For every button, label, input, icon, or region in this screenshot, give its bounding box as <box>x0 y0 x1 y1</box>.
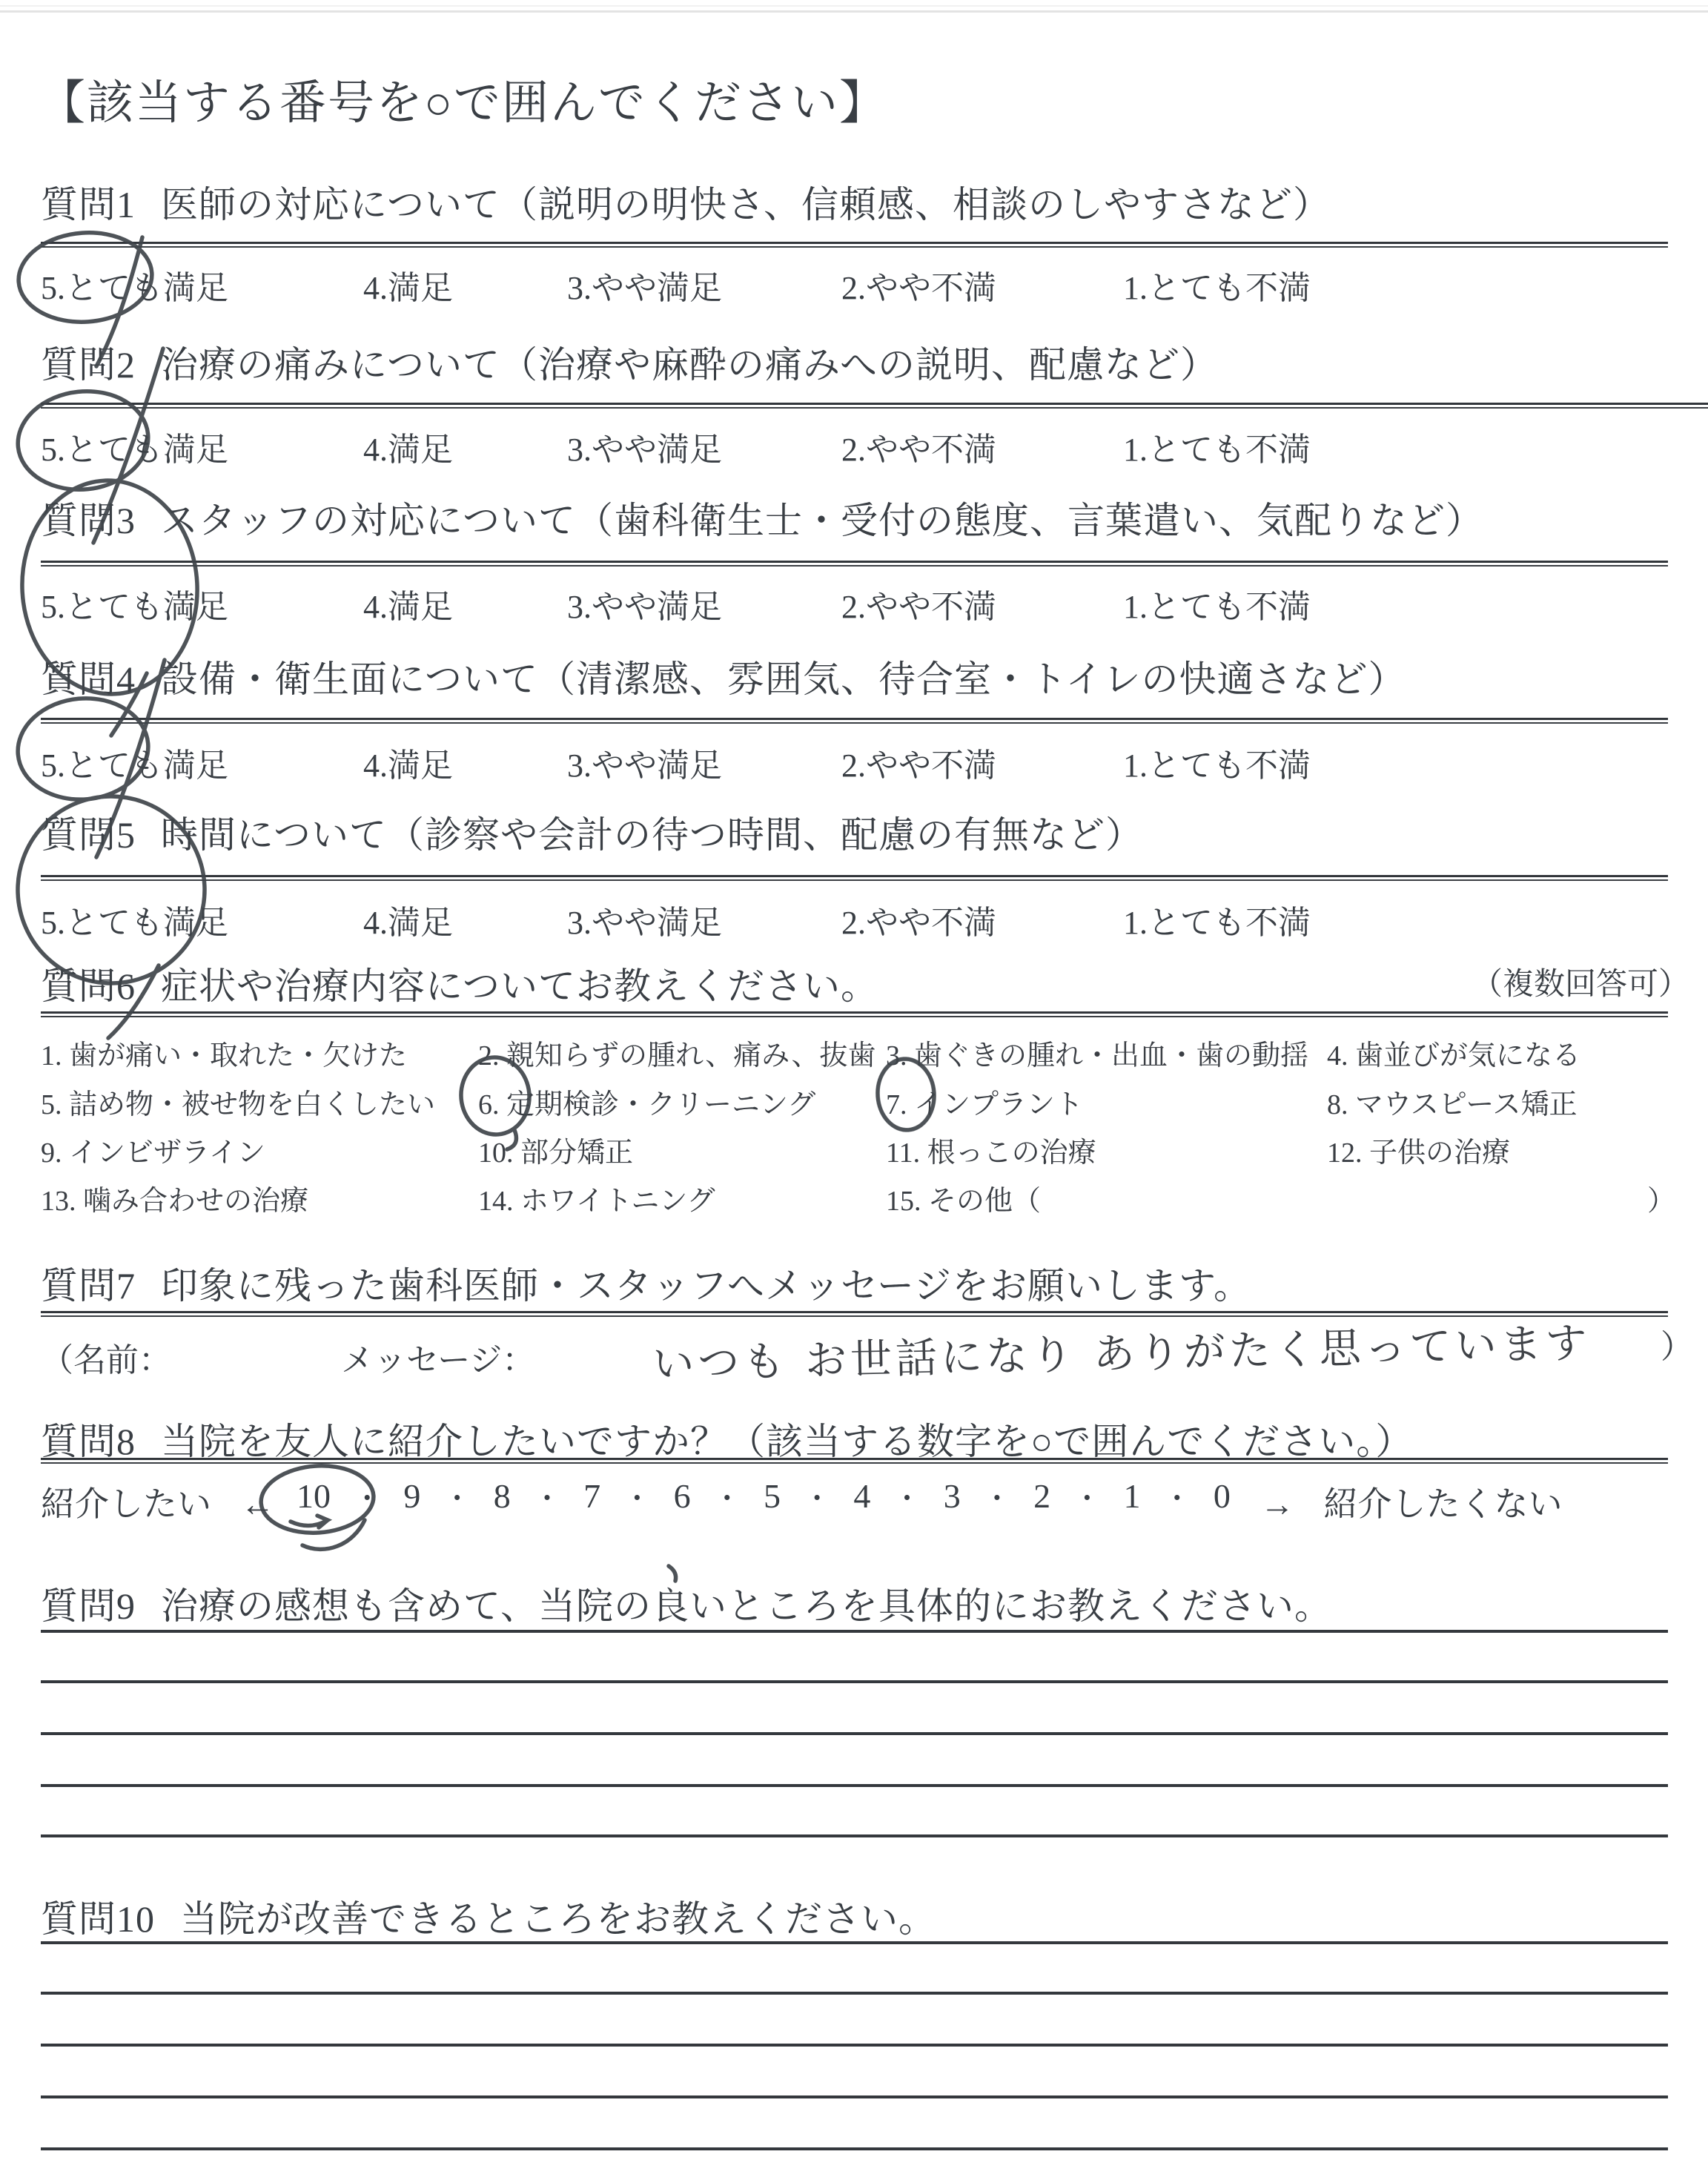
question-7-heading <box>41 1256 1251 1309</box>
q5-option-2[interactable]: 2.やや不満 <box>841 905 996 941</box>
q1-option-4[interactable]: 4.満足 <box>363 270 453 306</box>
q6-option-4[interactable]: 4. 歯並びが気になる <box>1327 1040 1581 1071</box>
q6-option-5[interactable]: 5. 詰め物・被せ物を白くしたい <box>41 1089 436 1120</box>
q6-option-2[interactable]: 2. 親知らずの腫れ、痛み、抜歯 <box>478 1040 876 1071</box>
q5-option-3[interactable]: 3.やや満足 <box>567 905 722 941</box>
q8-right-scale-label <box>1260 1477 1563 1526</box>
q8-score-3[interactable]: 3 <box>943 1477 961 1515</box>
question-7-label: 質問7 <box>41 1265 136 1307</box>
q3-option-4[interactable]: 4.満足 <box>363 589 453 625</box>
q7-handwritten-message[interactable]: いつも お世話になり ありがたく思っています <box>652 1319 1592 1389</box>
q10-answer-line[interactable] <box>41 2147 1668 2150</box>
q6-option-6[interactable]: 6. 定期検診・クリーニング <box>478 1089 816 1120</box>
question-2-label: 質問2 <box>41 344 136 386</box>
q10-answer-line[interactable] <box>41 1941 1668 1944</box>
question-6-heading <box>41 957 878 1010</box>
question-5-underline <box>41 875 1668 881</box>
q6-option-11[interactable]: 11. 根っこの治療 <box>886 1137 1096 1169</box>
question-8-text: 当院を友人に紹介したいですか？（該当する数字を○で囲んでください。） <box>161 1421 1414 1462</box>
q6-option-7[interactable]: 7. インプラント <box>886 1089 1084 1120</box>
right-arrow-icon: → <box>1260 1485 1294 1523</box>
q6-option-13[interactable]: 13. 噛み合わせの治療 <box>41 1186 309 1217</box>
q6-option-10[interactable]: 10. 部分矯正 <box>478 1137 634 1169</box>
question-4-label: 質問4 <box>41 658 136 700</box>
scale-dot: ・ <box>532 1484 561 1515</box>
q6-option-9[interactable]: 9. インビザライン <box>41 1137 265 1169</box>
question-8-underline <box>41 1458 1668 1464</box>
question-4-text: 設備・衛生面について（清潔感、雰囲気、待合室・トイレの快適さなど） <box>161 658 1406 700</box>
q8-score-8[interactable]: 8 <box>493 1477 511 1515</box>
q9-answer-line[interactable] <box>41 1784 1668 1787</box>
q6-option-3[interactable]: 3. 歯ぐきの腫れ・出血・歯の動揺 <box>886 1040 1309 1071</box>
q8-score-5[interactable]: 5 <box>763 1477 781 1515</box>
question-3-rating-row <box>41 580 1672 624</box>
q9-answer-line[interactable] <box>41 1630 1668 1633</box>
question-6-label: 質問6 <box>41 965 136 1007</box>
q5-option-4[interactable]: 4.満足 <box>363 905 453 941</box>
question-1-underline <box>41 242 1668 248</box>
q7-name-label: （名前： <box>41 1342 171 1378</box>
q1-option-5[interactable]: 5.とても満足 <box>41 270 228 306</box>
q4-option-4[interactable]: 4.満足 <box>363 747 453 784</box>
question-5-rating-row <box>41 896 1672 940</box>
question-4-rating-row <box>41 739 1672 783</box>
question-3-text: スタッフの対応について（歯科衛生士・受付の態度、言葉遣い、気配りなど） <box>161 500 1483 541</box>
q8-score-10[interactable]: 10 <box>297 1477 331 1515</box>
q4-option-5[interactable]: 5.とても満足 <box>41 747 228 784</box>
q9-answer-line[interactable] <box>41 1680 1668 1683</box>
q6-option-14[interactable]: 14. ホワイトニング <box>478 1186 715 1217</box>
scale-dot: ・ <box>712 1484 741 1515</box>
question-6-underline <box>41 1011 1668 1017</box>
q6-option-1[interactable]: 1. 歯が痛い・取れた・欠けた <box>41 1040 408 1071</box>
q3-option-1[interactable]: 1.とても不満 <box>1123 589 1311 625</box>
question-7-text: 印象に残った歯科医師・スタッフへメッセージをお願いします。 <box>161 1265 1251 1307</box>
question-3-heading <box>41 491 1483 544</box>
q8-left-scale-label <box>41 1477 275 1526</box>
q8-score-4[interactable]: 4 <box>853 1477 871 1515</box>
question-5-heading <box>41 805 1143 859</box>
q6-other-close-paren: ） <box>1647 1186 1676 1217</box>
scale-dot: ・ <box>1162 1484 1191 1515</box>
q2-option-1[interactable]: 1.とても不満 <box>1123 432 1311 468</box>
q10-answer-line[interactable] <box>41 2044 1668 2047</box>
question-1-rating-row <box>41 261 1672 305</box>
q4-option-2[interactable]: 2.やや不満 <box>841 747 996 784</box>
q3-option-5[interactable]: 5.とても満足 <box>41 589 228 625</box>
q2-option-5[interactable]: 5.とても満足 <box>41 432 228 468</box>
question-2-heading <box>41 335 1218 389</box>
q8-recommend-label: 紹介したい <box>41 1485 211 1523</box>
q2-option-4[interactable]: 4.満足 <box>363 432 453 468</box>
pen-arrow-q8 <box>291 1516 328 1527</box>
q7-close-paren: ） <box>1661 1329 1693 1365</box>
question-6-multi-answer-note: （複数回答可） <box>1472 968 1690 1002</box>
q8-score-2[interactable]: 2 <box>1033 1477 1051 1515</box>
q6-option-12[interactable]: 12. 子供の治療 <box>1327 1137 1511 1169</box>
question-2-text: 治療の痛みについて（治療や麻酔の痛みへの説明、配慮など） <box>161 344 1218 386</box>
q1-option-2[interactable]: 2.やや不満 <box>841 270 996 306</box>
q1-option-3[interactable]: 3.やや満足 <box>567 270 722 306</box>
q8-score-9[interactable]: 9 <box>403 1477 421 1515</box>
question-5-text: 時間について（診察や会計の待つ時間、配慮の有無など） <box>161 814 1143 856</box>
question-10-text: 当院が改善できるところをお教えください。 <box>180 1898 936 1940</box>
scale-dot: ・ <box>982 1484 1011 1515</box>
scan-artifact-line <box>0 5 1708 7</box>
q9-answer-line[interactable] <box>41 1834 1668 1837</box>
question-9-text: 治療の感想も含めて、当院の良いところを具体的にお教えください。 <box>161 1585 1332 1627</box>
q10-answer-line[interactable] <box>41 1992 1668 1995</box>
q8-number-scale <box>297 1476 1231 1516</box>
question-1-heading <box>41 175 1331 228</box>
question-1-label: 質問1 <box>41 184 136 225</box>
q8-not-recommend-label: 紹介したくない <box>1323 1485 1563 1523</box>
question-9-heading <box>41 1576 1332 1630</box>
page-title: 【該当する番号を○で囲んでください】 <box>39 77 888 129</box>
left-arrow-icon: ← <box>240 1485 275 1523</box>
question-3-underline <box>41 561 1668 567</box>
q10-answer-line[interactable] <box>41 2095 1668 2098</box>
q2-option-3[interactable]: 3.やや満足 <box>567 432 722 468</box>
q1-option-1[interactable]: 1.とても不満 <box>1123 270 1311 306</box>
q4-option-1[interactable]: 1.とても不満 <box>1123 747 1311 784</box>
question-6-text: 症状や治療内容についてお教えください。 <box>161 965 878 1007</box>
q2-option-2[interactable]: 2.やや不満 <box>841 432 996 468</box>
q5-option-1[interactable]: 1.とても不満 <box>1123 905 1311 941</box>
scale-dot: ・ <box>893 1484 921 1515</box>
question-4-underline <box>41 718 1668 724</box>
question-4-heading <box>41 650 1406 703</box>
scale-dot: ・ <box>1073 1484 1102 1515</box>
q9-answer-line[interactable] <box>41 1732 1668 1735</box>
scale-dot: ・ <box>353 1484 382 1515</box>
q7-message-label: メッセージ： <box>341 1342 535 1378</box>
q8-score-0[interactable]: 0 <box>1213 1477 1231 1515</box>
scale-dot: ・ <box>803 1484 832 1515</box>
q3-option-2[interactable]: 2.やや不満 <box>841 589 996 625</box>
q5-option-5[interactable]: 5.とても満足 <box>41 905 228 941</box>
q8-score-7[interactable]: 7 <box>583 1477 601 1515</box>
q6-option-15[interactable]: 15. その他（ <box>886 1186 1042 1217</box>
q4-option-3[interactable]: 3.やや満足 <box>567 747 722 784</box>
q6-option-8[interactable]: 8. マウスピース矯正 <box>1327 1089 1578 1120</box>
scale-dot: ・ <box>623 1484 652 1515</box>
question-2-rating-row <box>41 423 1672 467</box>
q8-score-6[interactable]: 6 <box>673 1477 691 1515</box>
question-5-label: 質問5 <box>41 814 136 856</box>
question-1-text: 医師の対応について（説明の明快さ、信頼感、相談のしやすさなど） <box>161 184 1331 225</box>
q8-score-1[interactable]: 1 <box>1123 1477 1141 1515</box>
question-8-label: 質問8 <box>41 1421 136 1462</box>
question-9-label: 質問9 <box>41 1585 136 1627</box>
pen-tail-q8 <box>302 1520 365 1549</box>
scale-dot: ・ <box>443 1484 471 1515</box>
question-10-heading <box>41 1889 936 1943</box>
scan-artifact-line <box>0 10 1708 13</box>
question-2-underline <box>41 403 1708 409</box>
question-10-label: 質問10 <box>41 1898 155 1940</box>
question-3-label: 質問3 <box>41 500 136 541</box>
q3-option-3[interactable]: 3.やや満足 <box>567 589 722 625</box>
